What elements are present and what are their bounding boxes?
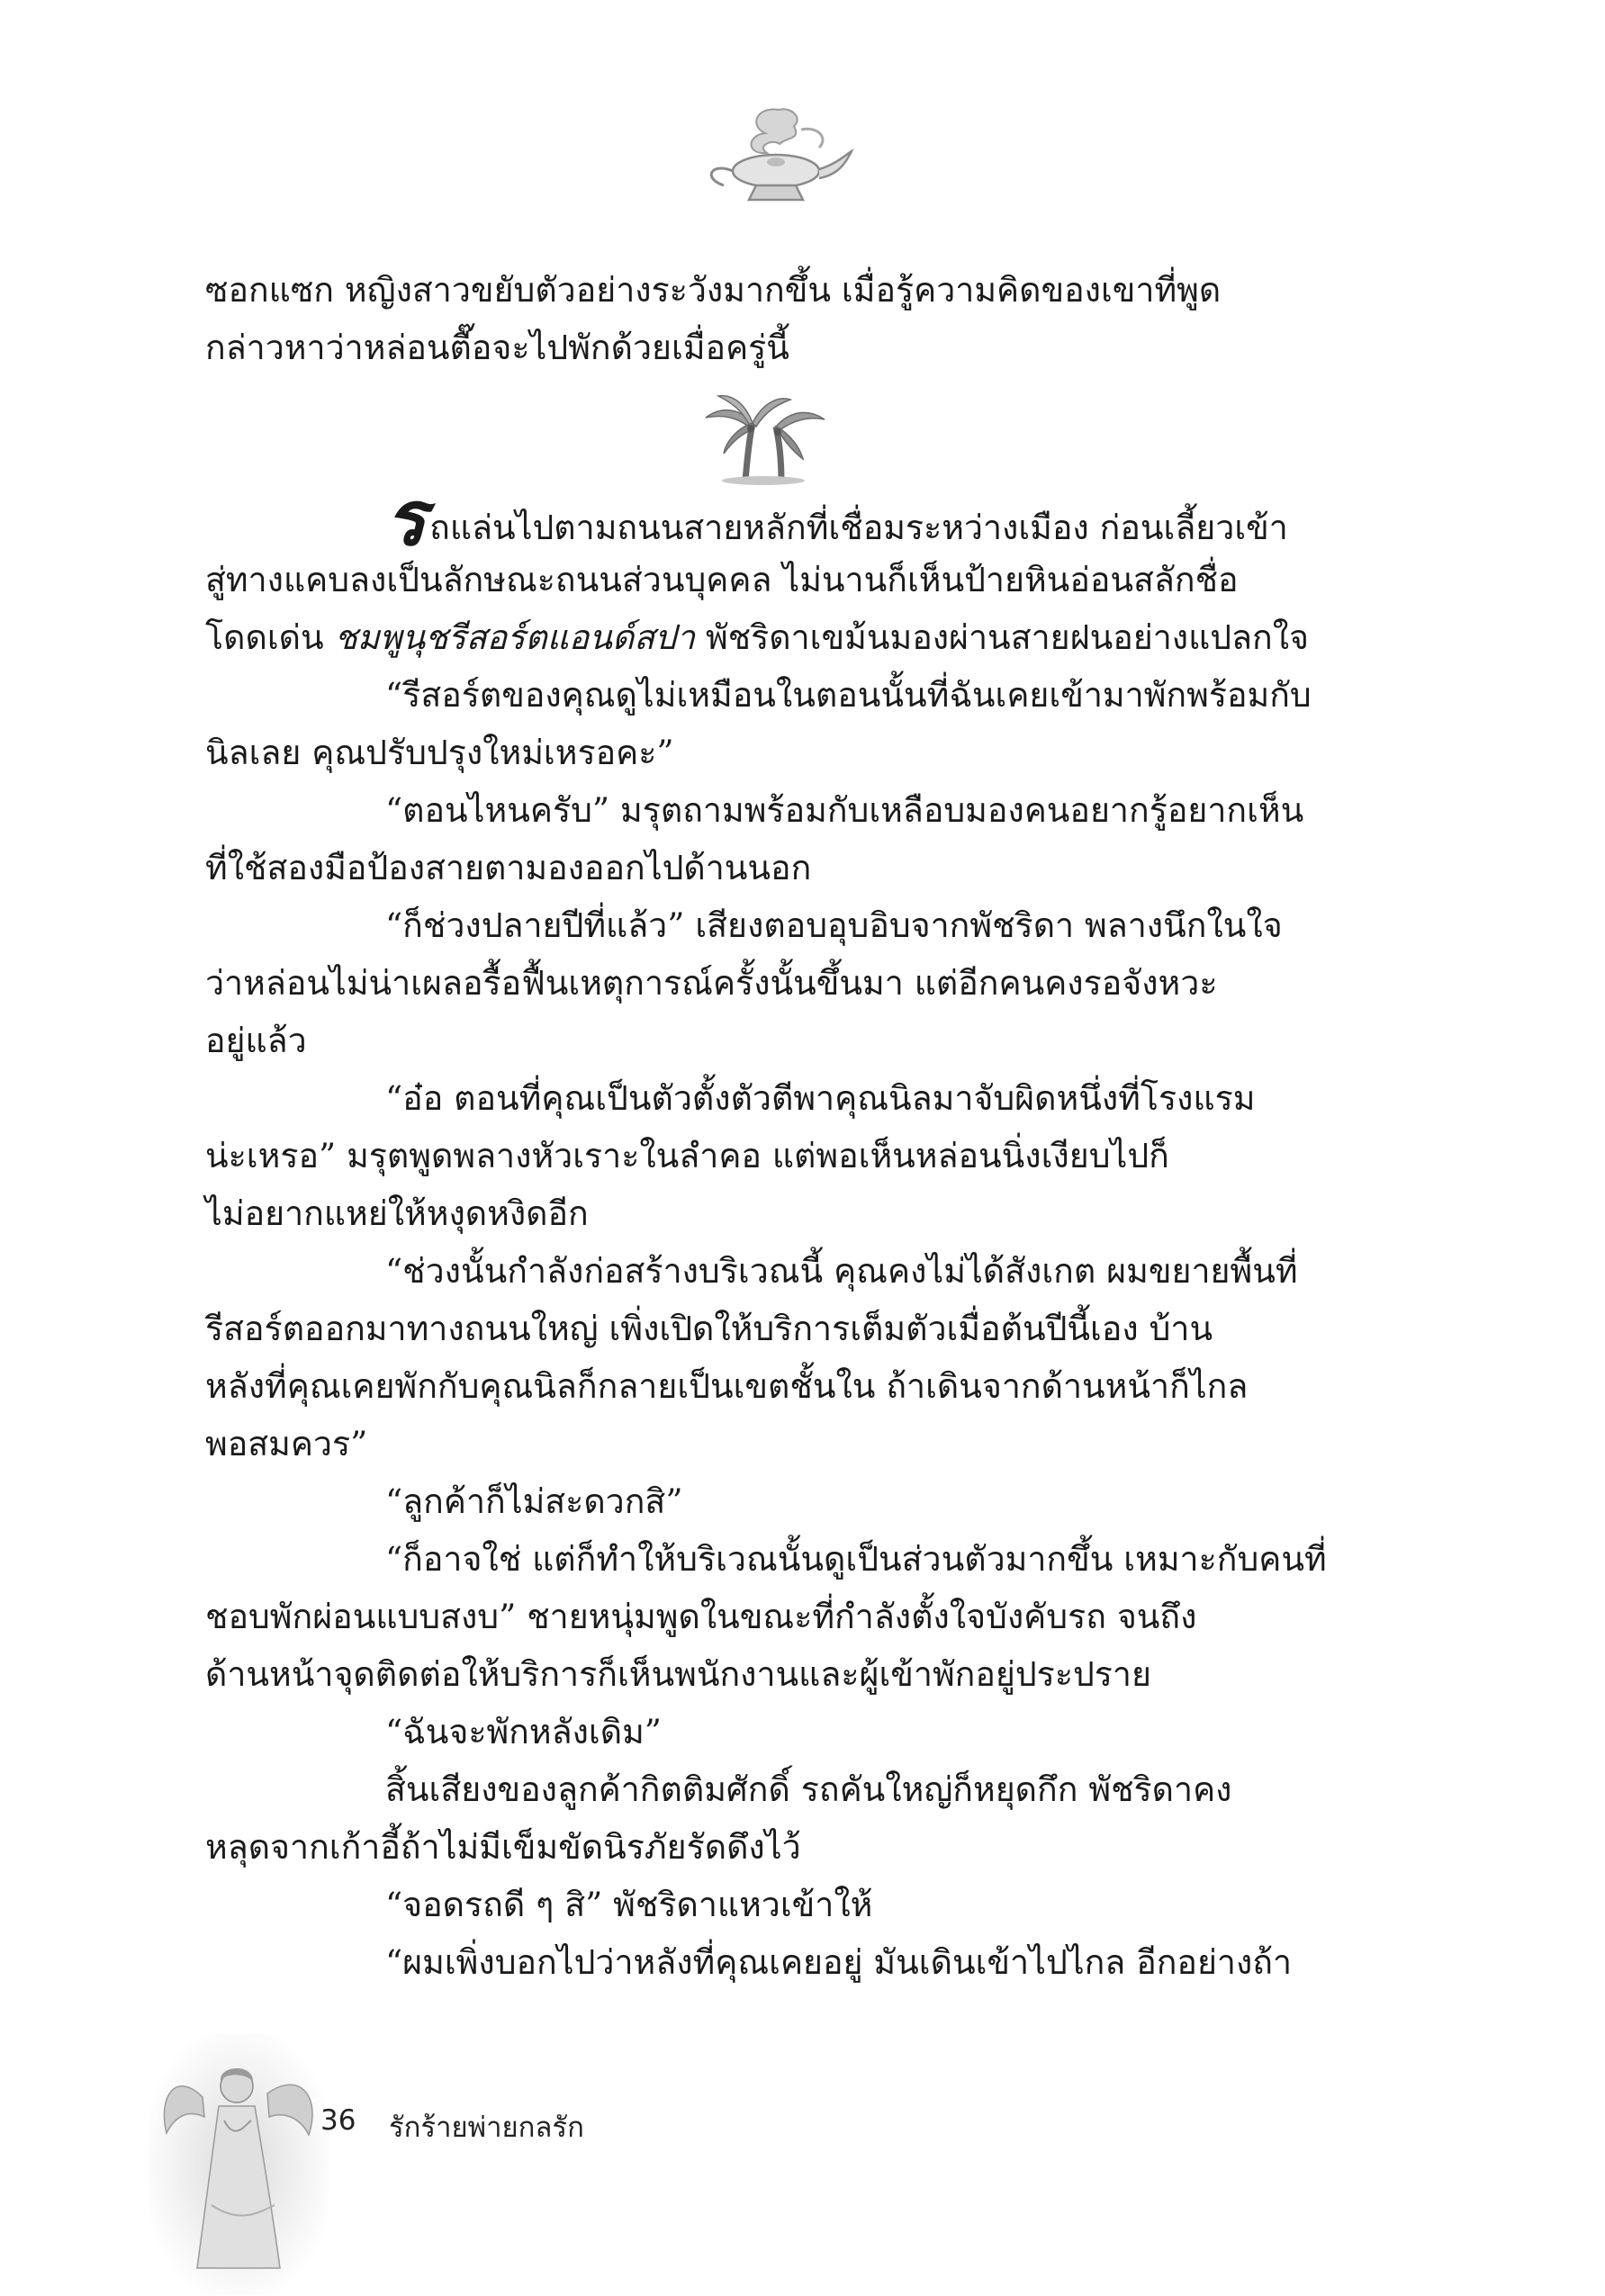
paragraph-first-line: “ตอนไหนครับ” มรุตถามพร้อมกับเหลือบมองคนอยากรู้อยากเห็น <box>385 790 1304 830</box>
text-line: หลังที่คุณเคยพักกับคุณนิลก็กลายเป็นเขตชั้นใน ถ้าเดินจากด้านหน้าก็ไกล <box>205 1366 1249 1406</box>
paragraph-first-line: “ผมเพิ่งบอกไปว่าหลังที่คุณเคยอยู่ มันเดินเข้าไปไกล อีกอย่างถ้า <box>385 1942 1293 1982</box>
paragraph-first-line: “รีสอร์ตของคุณดูไม่เหมือนในตอนนั้นที่ฉันเคยเข้ามาพักพร้อมกับ <box>385 675 1312 715</box>
text-line: ด้านหน้าจุดติดต่อให้บริการก็เห็นพนักงานและผู้เข้าพักอยู่ประปราย <box>205 1654 1151 1694</box>
text-line: น่ะเหรอ” มรุตพูดพลางหัวเราะในลำคอ แต่พอเห็นหล่อนนิ่งเงียบไปก็ <box>205 1136 1169 1175</box>
text-line: สู่ทางแคบลงเป็นลักษณะถนนส่วนบุคคล ไม่นานก็เห็นป้ายหินอ่อนสลักชื่อ <box>205 560 1239 599</box>
text-line: ชอบพักผ่อนแบบสงบ” ชายหนุ่มพูดในขณะที่กำลังตั้งใจบังคับรถ จนถึง <box>205 1597 1197 1636</box>
genie-lamp-icon <box>693 99 855 216</box>
text-fragment: โดดเด่น <box>205 617 335 657</box>
text-line: กล่าวหาว่าหล่อนตื๊อจะไปพักด้วยเมื่อครู่นี้ <box>205 328 789 367</box>
paragraph-first-line: “ลูกค้าก็ไม่สะดวกสิ” <box>385 1481 683 1521</box>
resort-name: ชมพูนุชรีสอร์ตแอนด์สปา <box>334 617 696 657</box>
page-number: 36 <box>320 2104 356 2137</box>
section-opening-line <box>205 473 1347 563</box>
text-line: ถแล่นไปตามถนนสายหลักที่เชื่อมระหว่างเมือง ก่อนเลี้ยวเข้า <box>429 508 1288 547</box>
text-line: ว่าหล่อนไม่น่าเผลอรื้อฟื้นเหตุการณ์ครั้งนั้นขึ้นมา แต่อีกคนคงรอจังหวะ <box>205 963 1218 1003</box>
book-title: รักร้ายพ่ายกลรัก <box>389 2111 584 2144</box>
palm-trees-icon <box>693 387 837 486</box>
angel-figure-icon <box>149 2034 329 2295</box>
text-line: ซอกแซก หญิงสาวขยับตัวอย่างระวังมากขึ้น เมื่อรู้ความคิดของเขาที่พูด <box>205 270 1222 310</box>
drop-cap: ร <box>385 473 427 563</box>
text-line: หลุดจากเก้าอี้ถ้าไม่มีเข็มขัดนิรภัยรัดดึงไว้ <box>205 1827 801 1867</box>
text-line <box>205 608 1347 666</box>
intro-paragraph <box>205 261 1347 376</box>
paragraph-first-line: “อ๋อ ตอนที่คุณเป็นตัวตั้งตัวตีพาคุณนิลมาจับผิดหนึ่งที่โรงแรม <box>385 1078 1256 1118</box>
text-line: ที่ใช้สองมือป้องสายตามองออกไปด้านนอก <box>205 848 812 887</box>
paragraph-first-line: “ก็ช่วงปลายปีที่แล้ว” เสียงตอบอุบอิบจากพัชริดา พลางนึกในใจ <box>385 905 1283 945</box>
paragraph-first-line: “ช่วงนั้นกำลังก่อสร้างบริเวณนี้ คุณคงไม่ได้สังเกต ผมขยายพื้นที่ <box>385 1251 1298 1291</box>
text-line: รีสอร์ตออกมาทางถนนใหญ่ เพิ่งเปิดให้บริการเต็มตัวเมื่อต้นปีนี้เอง บ้าน <box>205 1309 1213 1348</box>
chapter-section <box>205 473 1347 1991</box>
paragraph-first-line: “ฉันจะพักหลังเดิม” <box>385 1712 662 1751</box>
text-fragment: พัชริดาเขม้นมองผ่านสายฝนอย่างแปลกใจ <box>695 617 1310 657</box>
paragraph-first-line: “ก็อาจใช่ แต่ก็ทำให้บริเวณนั้นดูเป็นส่วนตัวมากขึ้น เหมาะกับคนที่ <box>385 1539 1327 1579</box>
text-line: พอสมควร” <box>205 1424 368 1463</box>
text-line: นิลเลย คุณปรับปรุงใหม่เหรอคะ” <box>205 733 674 772</box>
paragraph-first-line: สิ้นเสียงของลูกค้ากิตติมศักดิ์ รถคันใหญ่ก็หยุดกึก พัชริดาคง <box>385 1769 1232 1809</box>
paragraph-first-line: “จอดรถดี ๆ สิ” พัชริดาแหวเข้าให้ <box>385 1885 873 1924</box>
text-line: ไม่อยากแหย่ให้หงุดหงิดอีก <box>205 1193 589 1233</box>
page-footer <box>0 2034 900 2295</box>
text-line: อยู่แล้ว <box>205 1021 307 1060</box>
dialogue-paragraphs <box>205 666 1347 1991</box>
